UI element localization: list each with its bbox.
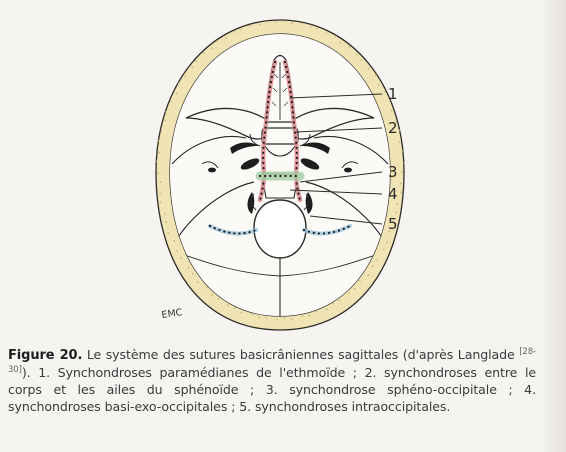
skull-base-diagram: [150, 14, 410, 336]
callout-1: 1: [388, 85, 398, 103]
reference-superscript: [28-30]: [8, 347, 536, 375]
figure-label: Figure 20.: [8, 348, 83, 363]
caption-text-part2: ). 1. Synchondroses paramédianes de l'ethmoïde ; 2. synchondroses entre le corps et les ailes du sphénoïde ; 3. synchondrose sphéno-occipitale ; 4. synchondroses basi-exo-occipitales ; 5. synchondroses intraoccipitales.: [8, 365, 536, 414]
callout-3: 3: [388, 163, 398, 181]
caption-text-part1: Le système des sutures basicrâniennes sagittales (d'après Langlade: [86, 347, 520, 362]
figure-caption: [8, 346, 536, 415]
callout-2: 2: [388, 119, 398, 137]
callout-4: 4: [388, 185, 398, 203]
page-edge-shadow: [544, 0, 566, 452]
emc-signature: EMC: [160, 307, 184, 321]
callout-5: 5: [388, 215, 398, 233]
